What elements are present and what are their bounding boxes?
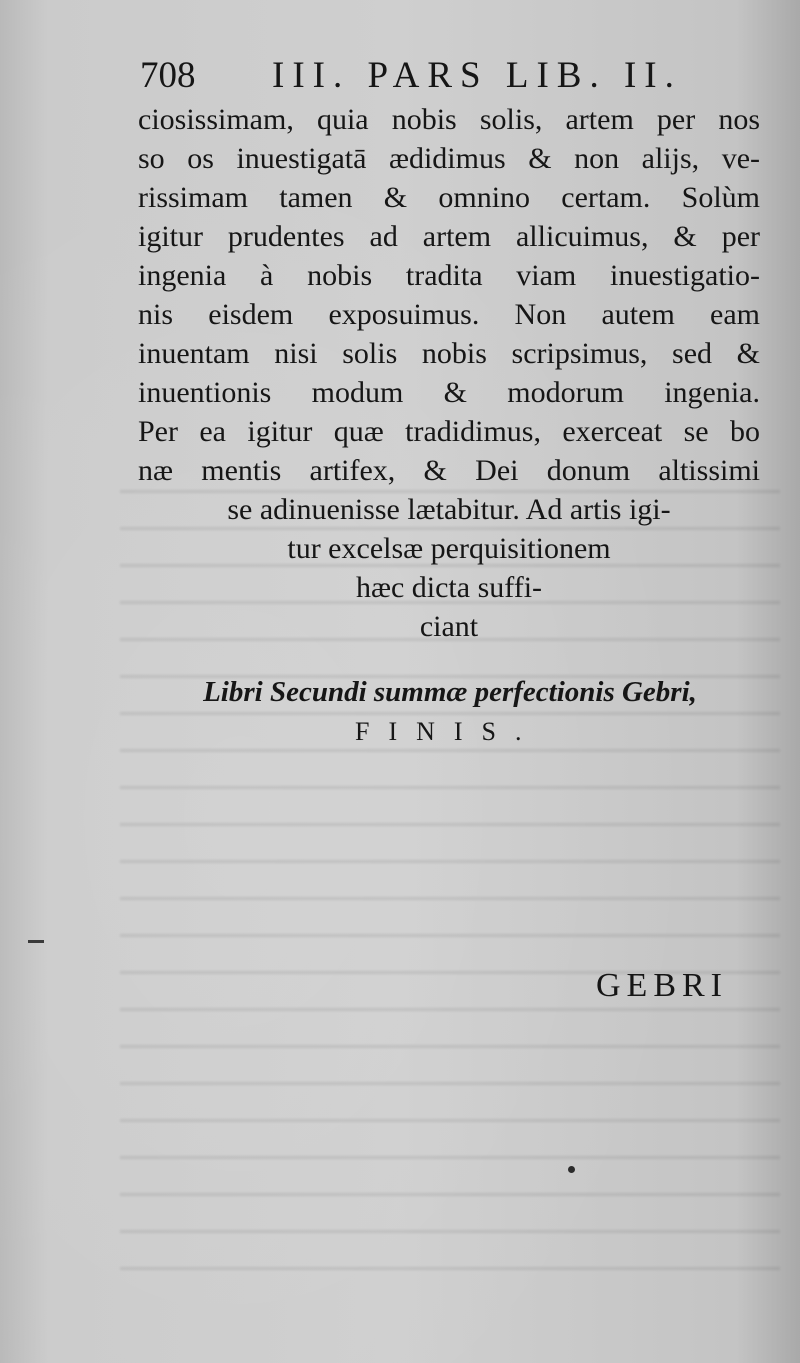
text-line: næ mentis artifex, & Dei donum altissimi	[138, 454, 760, 487]
text-line: se adinuenisse lætabitur. Ad artis igi-	[227, 493, 671, 526]
text-line: igitur prudentes ad artem allicuimus, & per	[138, 220, 760, 253]
page-number: 708	[140, 55, 196, 96]
text-line: Per ea igitur quæ tradidimus, exerceat se bo	[138, 415, 760, 448]
text-line: tur excelsæ perquisitionem	[287, 532, 611, 565]
text-line: nis eisdem exposuimus. Non autem eam	[138, 298, 760, 331]
running-header	[140, 52, 720, 100]
running-title: III. PARS LIB. II.	[272, 55, 682, 96]
text-line: rissimam tamen & omnino certam. Solùm	[138, 181, 760, 214]
catchword: GEBRI	[596, 967, 728, 1004]
text-line: ciant	[419, 610, 479, 643]
text-line: ciosissimam, quia nobis solis, artem per nos	[138, 103, 760, 136]
colophon	[140, 672, 760, 752]
text-line: so os inuestigatā ædidimus & non alijs, ve-	[138, 142, 760, 175]
text-line: ingenia à nobis tradita viam inuestigatio-	[138, 259, 760, 292]
text-line: inuentam nisi solis nobis scripsimus, sed &	[138, 337, 760, 370]
ink-speck	[568, 1166, 575, 1173]
margin-mark	[28, 940, 44, 943]
text-line: inuentionis modum & modorum ingenia.	[138, 376, 760, 409]
text-line: hæc dicta suffi-	[355, 571, 543, 604]
body-text	[138, 100, 760, 646]
finis-label: FINIS.	[355, 717, 541, 746]
colophon-title: Libri Secundi summæ perfectionis Gebri,	[203, 676, 697, 708]
